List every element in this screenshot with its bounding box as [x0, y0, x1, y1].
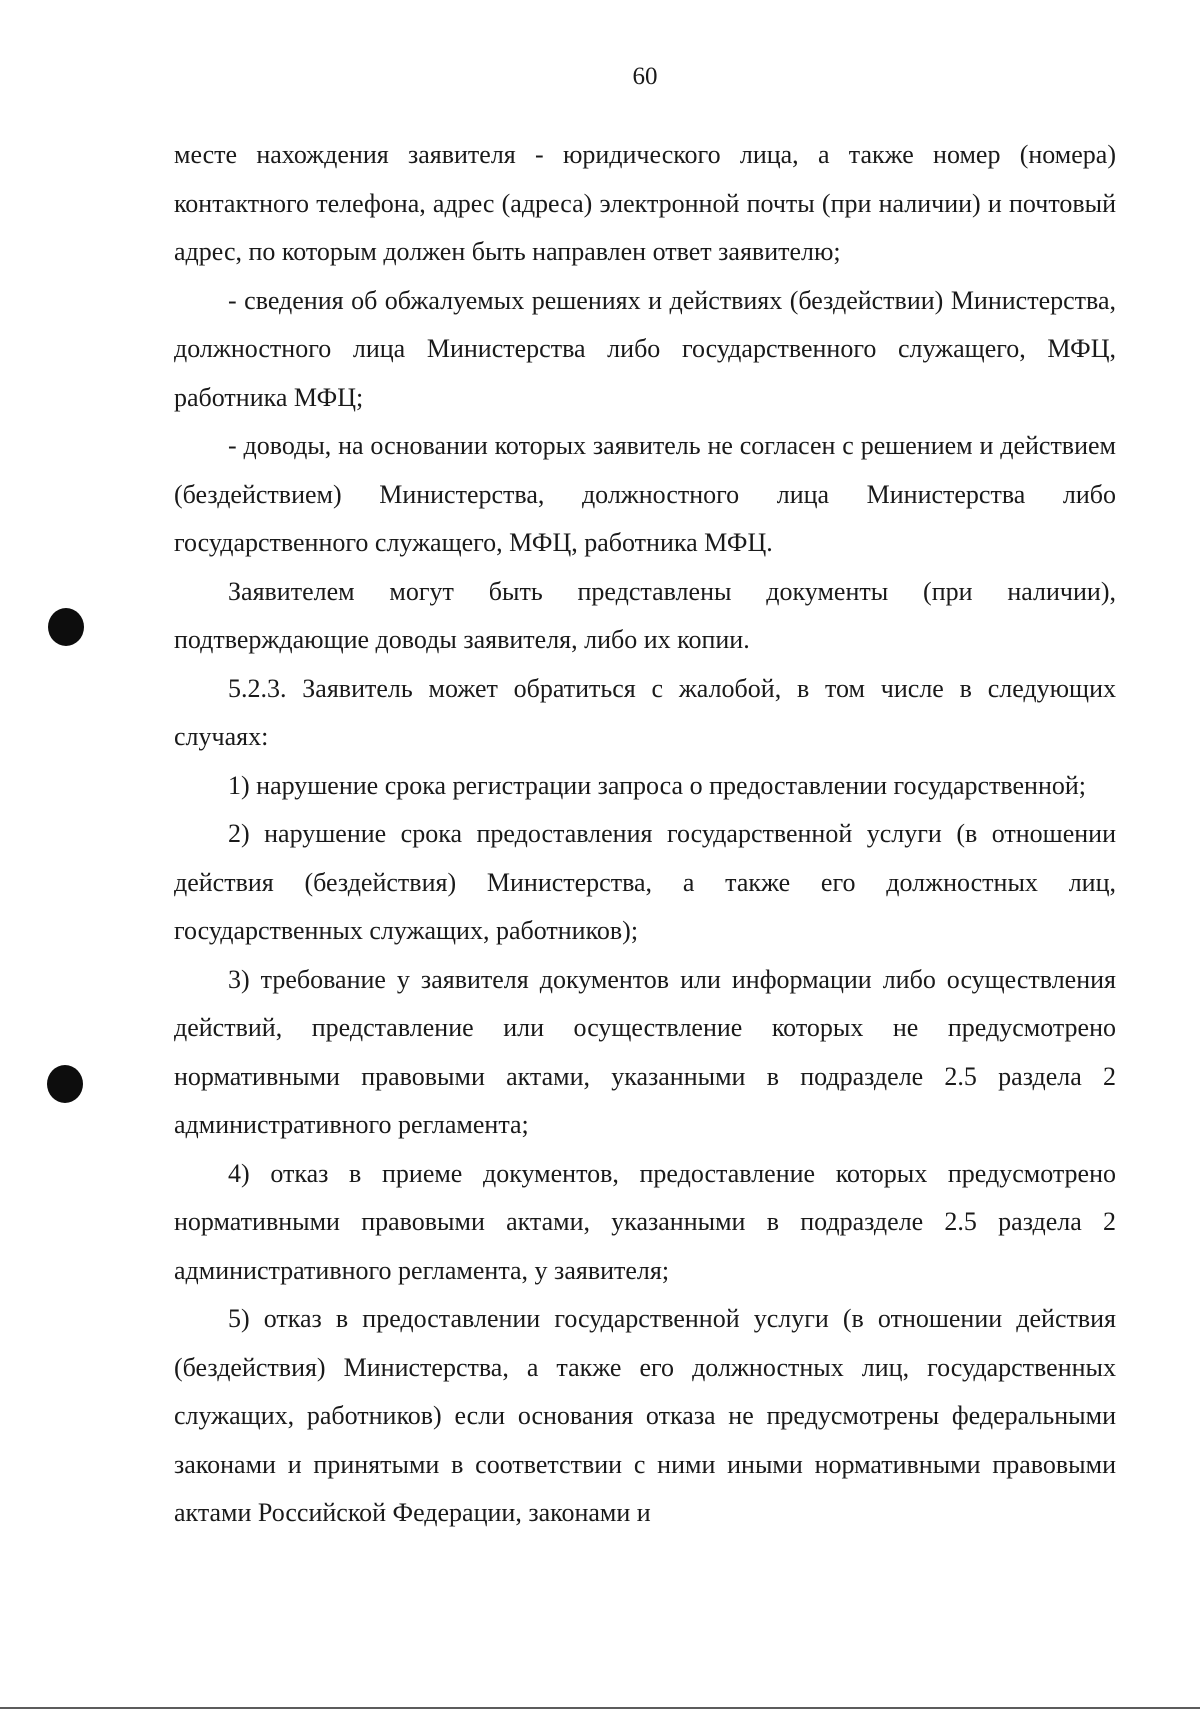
punch-hole-bottom — [47, 1065, 83, 1103]
paragraph-arguments: - доводы, на основании которых заявитель не согласен с решением и действием (бездействием) Министерства, должностного лица Министерства либо государственного служащего, МФЦ, работника МФЦ. — [174, 431, 1116, 557]
list-item-5: 5) отказ в предоставлении государственной услуги (в отношении действия (бездействия) Министерства, а также его должностных лиц, государственных служащих, работников) если основания отказа не предусмотрены федеральными законами и принятыми в соответствии с ними иными нормативными правовыми актами Российской Федерации, законами и — [174, 1304, 1116, 1527]
list-item-4: 4) отказ в приеме документов, предоставление которых предусмотрено нормативными правовыми актами, указанными в подразделе 2.5 раздела 2 административного регламента, у заявителя; — [174, 1158, 1116, 1285]
paragraph-section-5-2-3: 5.2.3. Заявитель может обратиться с жалобой, в том числе в следующих случаях: — [174, 673, 1116, 751]
punch-hole-top — [48, 608, 84, 646]
list-item-1: 1) нарушение срока регистрации запроса о предоставлении государственной; — [228, 770, 1087, 800]
paragraph-supporting-documents: Заявителем могут быть представлены документы (при наличии), подтверждающие доводы заявителя, либо их копии. — [174, 576, 1116, 654]
list-item-2: 2) нарушение срока предоставления государственной услуги (в отношении действия (бездействия) Министерства, а также его должностных лиц, государственных служащих, работников); — [174, 819, 1116, 945]
scan-bottom-edge — [0, 1707, 1200, 1709]
paragraph-applicant-contacts: месте нахождения заявителя - юридического лица, а также номер (номера) контактного телефона, адрес (адреса) электронной почты (при наличии) и почтовый адрес, по которым должен быть направлен ответ заявителю; — [174, 140, 1116, 266]
page-number: 60 — [632, 63, 658, 90]
list-item-3: 3) требование у заявителя документов или информации либо осуществления действий, представление или осуществление которых не предусмотрено нормативными правовыми актами, указанными в подразделе 2.5 раздела 2 административного регламента; — [174, 964, 1116, 1139]
document-body — [174, 131, 1116, 1538]
paragraph-appealed-decisions: - сведения об обжалуемых решениях и действиях (бездействии) Министерства, должностного лица Министерства либо государственного служащего, МФЦ, работника МФЦ; — [174, 285, 1116, 412]
